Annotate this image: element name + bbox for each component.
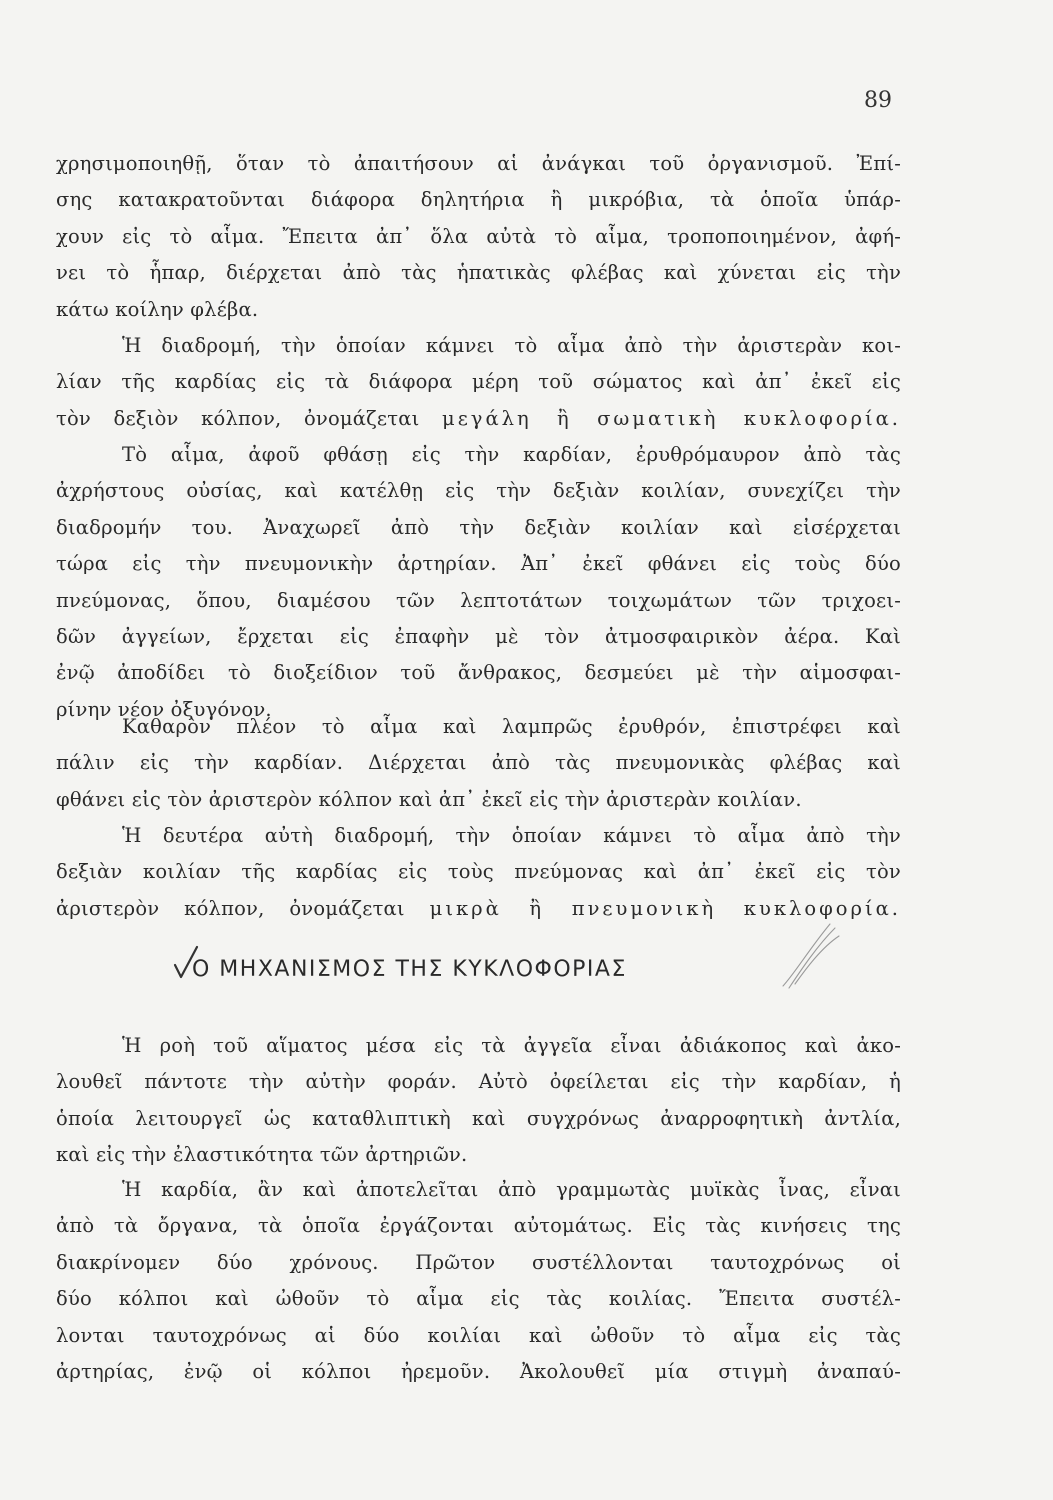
- pencil-scribble-icon: [775, 918, 845, 993]
- paragraph-great-circulation: [56, 328, 901, 437]
- text-line: Τὸ αἷμα, ἀφοῦ φθάσῃ εἰς τὴν καρδίαν, ἐρυθρόμαυρον ἀπὸ τὰς: [122, 443, 901, 466]
- text-line: ρίνην νέον ὀξυγόνον.: [56, 697, 272, 721]
- text-line: νει τὸ ἧπαρ, διέρχεται ἀπὸ τὰς ἡπατικὰς φλέβας καὶ χύνεται εἰς τὴν: [56, 261, 901, 285]
- text-line: Ἡ δευτέρα αὐτὴ διαδρομή, τὴν ὁποίαν κάμνει τὸ αἷμα ἀπὸ τὴν: [122, 824, 901, 847]
- text-line: ἀπὸ τὰ ὄργανα, τὰ ὁποῖα ἐργάζονται αὐτομάτως. Εἰς τὰς κινήσεις της: [56, 1214, 901, 1238]
- text-line: ἐνῷ ἀποδίδει τὸ διοξείδιον τοῦ ἄνθρακος, δεσμεύει μὲ τὴν αἱμοσφαι-: [56, 661, 901, 685]
- text-line: καὶ εἰς τὴν ἐλαστικότητα τῶν ἀρτηριῶν.: [56, 1143, 468, 1167]
- text-line: Καθαρὸν πλέον τὸ αἷμα καὶ λαμπρῶς ἐρυθρόν, ἐπιστρέφει καὶ: [122, 715, 901, 738]
- paragraph-heart-movements: [56, 1172, 901, 1390]
- text-line: ἀχρήστους οὐσίας, καὶ κατέλθῃ εἰς τὴν δεξιὰν κοιλίαν, συνεχίζει τὴν: [56, 479, 901, 503]
- paragraph-small-circulation: [56, 818, 901, 927]
- text-line: λονται ταυτοχρόνως αἱ δύο κοιλίαι καὶ ὠθοῦν τὸ αἷμα εἰς τὰς: [56, 1323, 901, 1347]
- text-line: χουν εἰς τὸ αἷμα. Ἔπειτα ἀπ᾽ ὅλα αὐτὰ τὸ αἷμα, τροποποιημένον, ἀφή-: [56, 224, 901, 248]
- text-line: διακρίνομεν δύο χρόνους. Πρῶτον συστέλλονται ταυτοχρόνως οἱ: [56, 1250, 901, 1274]
- text-line: δῶν ἀγγείων, ἔρχεται εἰς ἐπαφὴν μὲ τὸν ἀτμοσφαιρικὸν ἀέρα. Καὶ: [56, 625, 901, 649]
- text-line: σης κατακρατοῦνται διάφορα δηλητήρια ἢ μικρόβια, τὰ ὁποῖα ὑπάρ-: [56, 188, 901, 212]
- text-line: ἀρτηρίας, ἐνῷ οἱ κόλποι ἠρεμοῦν. Ἀκολουθεῖ μία στιγμὴ ἀναπαύ-: [56, 1360, 901, 1384]
- text-line: δεξιὰν κοιλίαν τῆς καρδίας εἰς τοὺς πνεύμονας καὶ ἀπ᾽ ἐκεῖ εἰς τὸν: [56, 860, 901, 884]
- text-line: χρησιμοποιηθῇ, ὅταν τὸ ἀπαιτήσουν αἱ ἀνάγκαι τοῦ ὀργανισμοῦ. Ἐπί-: [56, 152, 901, 175]
- text-line: πάλιν εἰς τὴν καρδίαν. Διέρχεται ἀπὸ τὰς πνευμονικὰς φλέβας καὶ: [56, 751, 901, 775]
- text-line: λουθεῖ πάντοτε τὴν αὐτὴν φοράν. Αὐτὸ ὀφείλεται εἰς τὴν καρδίαν, ἡ: [56, 1070, 901, 1094]
- text-line: φθάνει εἰς τὸν ἀριστερὸν κόλπον καὶ ἀπ᾽ ἐκεῖ εἰς τὴν ἀριστερὰν κοιλίαν.: [56, 787, 802, 811]
- text-line: τώρα εἰς τὴν πνευμονικὴν ἀρτηρίαν. Ἀπ᾽ ἐκεῖ φθάνει εἰς τοὺς δύο: [56, 552, 901, 576]
- text-line: διαδρομήν του. Ἀναχωρεῖ ἀπὸ τὴν δεξιὰν κοιλίαν καὶ εἰσέρχεται: [56, 515, 901, 539]
- text-line: κάτω κοίλην φλέβα.: [56, 297, 259, 321]
- page-number: 89: [864, 88, 892, 113]
- text-line: [56, 401, 901, 437]
- text-line: πνεύμονας, ὅπου, διαμέσου τῶν λεπτοτάτων τοιχωμάτων τῶν τριχοει-: [56, 588, 901, 612]
- emphasized-term-small-circulation: μικρὰ ἢ πνευμονικὴ κυκλοφορία.: [429, 896, 901, 920]
- paragraph-return-to-heart: [56, 709, 901, 818]
- paragraph-blood-flow: [56, 1028, 901, 1174]
- text-line: Ἡ διαδρομή, τὴν ὁποίαν κάμνει τὸ αἷμα ἀπὸ τὴν ἀριστερὰν κοι-: [122, 334, 901, 357]
- text-fragment: τὸν δεξιὸν κόλπον, ὀνομάζεται: [56, 406, 420, 430]
- paragraph-pulmonary-route: [56, 437, 901, 728]
- text-line: Ἡ ροὴ τοῦ αἵματος μέσα εἰς τὰ ἀγγεῖα εἶναι ἀδιάκοπος καὶ ἀκο-: [122, 1034, 901, 1057]
- text-line: Ἡ καρδία, ἂν καὶ ἀποτελεῖται ἀπὸ γραμμωτὰς μυϊκὰς ἶνας, εἶναι: [122, 1178, 901, 1201]
- text-line: λίαν τῆς καρδίας εἰς τὰ διάφορα μέρη τοῦ σώματος καὶ ἀπ᾽ ἐκεῖ εἰς: [56, 370, 901, 394]
- text-line: ὁποία λειτουργεῖ ὡς καταθλιπτικὴ καὶ συγχρόνως ἀναρροφητικὴ ἀντλία,: [56, 1106, 901, 1130]
- paragraph-liver-continuation: [56, 146, 901, 328]
- text-fragment: ἀριστερὸν κόλπον, ὀνομάζεται: [56, 896, 405, 920]
- section-heading: Ο ΜΗΧΑΝΙΣΜΟΣ ΤΗΣ ΚΥΚΛΟΦΟΡΙΑΣ: [192, 957, 627, 982]
- emphasized-term-great-circulation: μεγάλη ἢ σωματικὴ κυκλοφορία.: [442, 406, 901, 430]
- text-line: δύο κόλποι καὶ ὠθοῦν τὸ αἷμα εἰς τὰς κοιλίας. Ἔπειτα συστέλ-: [56, 1287, 901, 1311]
